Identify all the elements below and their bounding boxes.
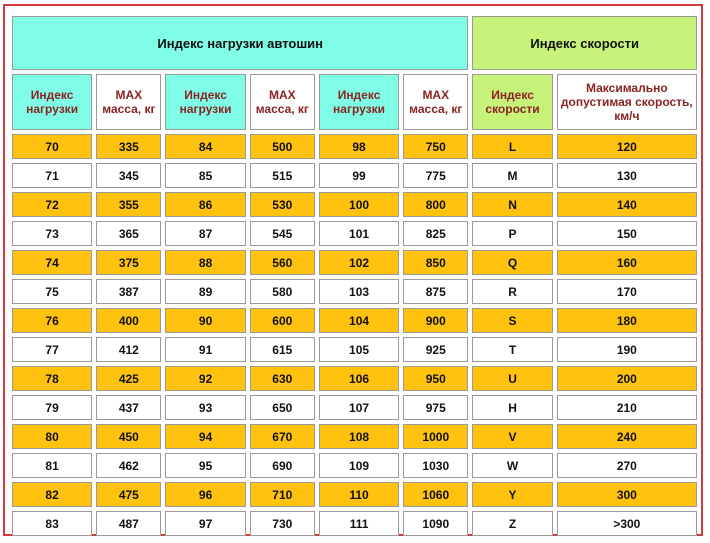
table-row [12,337,697,362]
max-speed-cell: 210 [557,395,697,420]
load-index-cell: 101 [319,221,399,246]
max-speed-cell: >300 [557,511,697,536]
load-index-cell: 104 [319,308,399,333]
max-mass-cell: 630 [250,366,315,391]
max-mass-cell: 975 [403,395,468,420]
load-index-cell: 102 [319,250,399,275]
load-index-cell: 83 [12,511,92,536]
max-mass-cell: 925 [403,337,468,362]
max-mass-cell: 1030 [403,453,468,478]
load-index-cell: 99 [319,163,399,188]
max-mass-cell: 690 [250,453,315,478]
load-index-cell: 98 [319,134,399,159]
max-mass-cell: 875 [403,279,468,304]
table-row [12,395,697,420]
max-mass-cell: 825 [403,221,468,246]
speed-index-header: Индекс скорости [472,74,552,130]
speed-index-cell: U [472,366,552,391]
max-mass-cell: 730 [250,511,315,536]
load-index-cell: 74 [12,250,92,275]
load-index-cell: 79 [12,395,92,420]
table-row [12,424,697,449]
max-speed-cell: 120 [557,134,697,159]
load-index-cell: 108 [319,424,399,449]
table-row [12,192,697,217]
max-mass-cell: 375 [96,250,161,275]
max-mass-cell: 580 [250,279,315,304]
load-index-cell: 96 [165,482,245,507]
load-index-cell: 95 [165,453,245,478]
load-index-cell: 71 [12,163,92,188]
table-row [12,221,697,246]
speed-index-cell: Q [472,250,552,275]
load-index-cell: 97 [165,511,245,536]
max-mass-cell: 530 [250,192,315,217]
max-mass-cell: 515 [250,163,315,188]
table-row [12,250,697,275]
speed-index-cell: M [472,163,552,188]
max-mass-cell: 615 [250,337,315,362]
max-mass-cell: 750 [403,134,468,159]
load-index-cell: 89 [165,279,245,304]
load-index-cell: 75 [12,279,92,304]
load-index-header-1: Индекс нагрузки [12,74,92,130]
speed-index-cell: T [472,337,552,362]
speed-index-cell: S [472,308,552,333]
max-speed-header: Максимально допустимая скорость, км/ч [557,74,697,130]
speed-index-cell: P [472,221,552,246]
load-index-cell: 94 [165,424,245,449]
load-index-cell: 70 [12,134,92,159]
load-index-header-3: Индекс нагрузки [319,74,399,130]
table-row [12,511,697,536]
load-index-cell: 93 [165,395,245,420]
load-index-cell: 109 [319,453,399,478]
speed-index-cell: L [472,134,552,159]
load-index-cell: 90 [165,308,245,333]
max-speed-cell: 150 [557,221,697,246]
max-mass-cell: 412 [96,337,161,362]
max-speed-cell: 140 [557,192,697,217]
max-speed-cell: 160 [557,250,697,275]
max-mass-cell: 710 [250,482,315,507]
max-mass-cell: 387 [96,279,161,304]
max-mass-cell: 650 [250,395,315,420]
load-index-cell: 81 [12,453,92,478]
max-mass-cell: 365 [96,221,161,246]
max-mass-cell: 345 [96,163,161,188]
load-index-group-header: Индекс нагрузки автошин [12,16,468,70]
max-mass-header-1: MAX масса, кг [96,74,161,130]
table-row [12,134,697,159]
max-mass-cell: 1060 [403,482,468,507]
max-mass-header-2: MAX масса, кг [250,74,315,130]
max-mass-header-3: MAX масса, кг [403,74,468,130]
max-mass-cell: 670 [250,424,315,449]
table-row [12,366,697,391]
speed-index-cell: Y [472,482,552,507]
speed-index-cell: W [472,453,552,478]
max-mass-cell: 335 [96,134,161,159]
max-mass-cell: 437 [96,395,161,420]
load-index-cell: 73 [12,221,92,246]
max-speed-cell: 200 [557,366,697,391]
max-mass-cell: 500 [250,134,315,159]
load-index-cell: 84 [165,134,245,159]
max-mass-cell: 800 [403,192,468,217]
max-mass-cell: 775 [403,163,468,188]
load-index-cell: 82 [12,482,92,507]
max-speed-cell: 170 [557,279,697,304]
table-row [12,163,697,188]
max-mass-cell: 545 [250,221,315,246]
table-row [12,453,697,478]
load-index-cell: 80 [12,424,92,449]
load-index-cell: 72 [12,192,92,217]
load-index-cell: 85 [165,163,245,188]
max-mass-cell: 560 [250,250,315,275]
max-mass-cell: 475 [96,482,161,507]
load-index-cell: 78 [12,366,92,391]
column-header-row [12,74,697,130]
max-mass-cell: 400 [96,308,161,333]
speed-index-cell: R [472,279,552,304]
load-index-cell: 107 [319,395,399,420]
max-mass-cell: 450 [96,424,161,449]
load-index-cell: 106 [319,366,399,391]
max-mass-cell: 850 [403,250,468,275]
speed-index-cell: V [472,424,552,449]
max-mass-cell: 355 [96,192,161,217]
table-row [12,279,697,304]
speed-index-group-header: Индекс скорости [472,16,697,70]
max-mass-cell: 462 [96,453,161,478]
load-index-cell: 105 [319,337,399,362]
table-frame [3,4,703,536]
max-speed-cell: 300 [557,482,697,507]
load-index-cell: 91 [165,337,245,362]
load-index-cell: 77 [12,337,92,362]
max-speed-cell: 240 [557,424,697,449]
group-header-row [12,16,697,70]
max-speed-cell: 180 [557,308,697,333]
max-mass-cell: 1090 [403,511,468,536]
max-mass-cell: 487 [96,511,161,536]
load-index-cell: 86 [165,192,245,217]
load-index-cell: 103 [319,279,399,304]
max-mass-cell: 1000 [403,424,468,449]
load-index-cell: 100 [319,192,399,217]
load-index-cell: 110 [319,482,399,507]
load-index-header-2: Индекс нагрузки [165,74,245,130]
max-speed-cell: 190 [557,337,697,362]
max-mass-cell: 900 [403,308,468,333]
max-mass-cell: 950 [403,366,468,391]
table-row [12,308,697,333]
load-index-cell: 92 [165,366,245,391]
speed-index-cell: N [472,192,552,217]
load-index-cell: 111 [319,511,399,536]
max-speed-cell: 130 [557,163,697,188]
table-row [12,482,697,507]
max-speed-cell: 270 [557,453,697,478]
speed-index-cell: H [472,395,552,420]
table-body [12,134,697,536]
tire-index-table [8,12,701,540]
load-index-cell: 88 [165,250,245,275]
max-mass-cell: 600 [250,308,315,333]
load-index-cell: 87 [165,221,245,246]
speed-index-cell: Z [472,511,552,536]
max-mass-cell: 425 [96,366,161,391]
load-index-cell: 76 [12,308,92,333]
